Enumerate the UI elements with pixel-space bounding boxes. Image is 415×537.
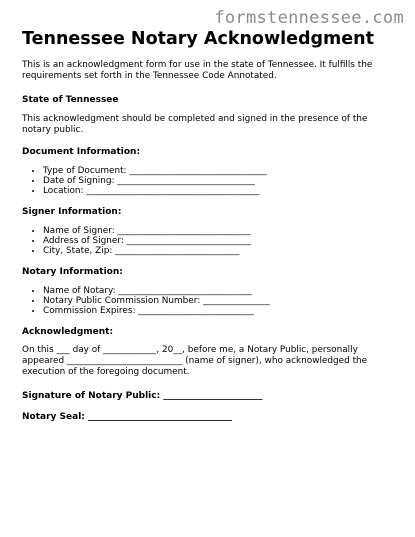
state-description: This acknowledgment should be completed and signed in the presence of the notary public. — [22, 114, 368, 135]
document-info-list — [22, 166, 404, 196]
intro-text: This is an acknowledgment form for use in the state of Tennessee. It fulfills the requirements set forth in the Tennessee Code Annotated. — [22, 60, 373, 81]
site-watermark: formstennessee.com — [214, 8, 404, 28]
list-item-location: • Location: _______________________________________ — [43, 186, 404, 196]
list-item-type-of-document: • Type of Document: _______________________________ — [43, 166, 404, 176]
notary-info-heading: Notary Information: — [22, 267, 123, 277]
acknowledgment-text: On this ___ day of ____________, 20__, before me, a Notary Public, personally appeared __________________________ (name of signer), who acknowledged the execution of the foregoing document. — [22, 345, 368, 377]
list-item-commission-expires: • Commission Expires: __________________________ — [43, 306, 404, 316]
list-item-city-state-zip: • City, State, Zip: ____________________________ — [43, 246, 404, 256]
list-item-name-of-signer: • Name of Signer: ______________________________ — [43, 226, 404, 236]
list-item-commission-number: • Notary Public Commission Number: _______________ — [43, 296, 404, 306]
signer-info-list — [22, 226, 404, 256]
list-item-address-of-signer: • Address of Signer: ____________________________ — [43, 236, 404, 246]
state-heading: State of Tennessee — [22, 95, 119, 105]
list-item-date-of-signing: • Date of Signing: _______________________________ — [43, 176, 404, 186]
form-title: Tennessee Notary Acknowledgment — [22, 29, 374, 49]
list-item-name-of-notary: • Name of Notary: ______________________________ — [43, 286, 404, 296]
signer-info-heading: Signer Information: — [22, 207, 122, 217]
document-info-heading: Document Information: — [22, 147, 141, 157]
notary-info-list — [22, 286, 404, 316]
notary-form — [22, 28, 404, 423]
acknowledgment-heading: Acknowledgment: — [22, 327, 114, 337]
notary-seal-line: Notary Seal: ________________________________ — [22, 412, 233, 422]
notary-signature-line: Signature of Notary Public: ______________________ — [22, 391, 263, 401]
